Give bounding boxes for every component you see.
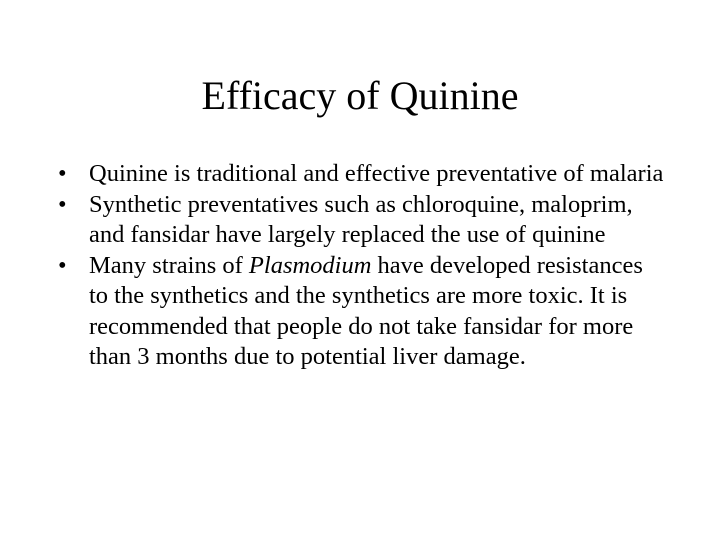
bullet-item <box>58 159 668 190</box>
bullet-text-post: have developed resistances to the synthetics and the synthetics are more toxic. It is recommended that people do not take fansidar for more than 3 months due to potential liver damage. <box>89 251 643 370</box>
genus-name: Plasmodium <box>248 251 372 279</box>
bullet-icon: • <box>58 160 67 187</box>
bullet-icon: • <box>58 190 67 218</box>
bullet-text-pre: Many strains of <box>89 251 249 279</box>
bullet-text: Synthetic preventatives such as chloroquine, maloprim, and fansidar have largely replaced the use of quinine <box>89 190 633 248</box>
slide-title: Efficacy of Quinine <box>201 73 519 118</box>
bullet-icon: • <box>58 251 67 279</box>
bullet-text: Quinine is traditional and effective preventative of malaria <box>89 160 664 187</box>
bullet-item <box>58 190 668 251</box>
bullet-list <box>58 159 668 373</box>
bullet-item <box>58 251 668 373</box>
